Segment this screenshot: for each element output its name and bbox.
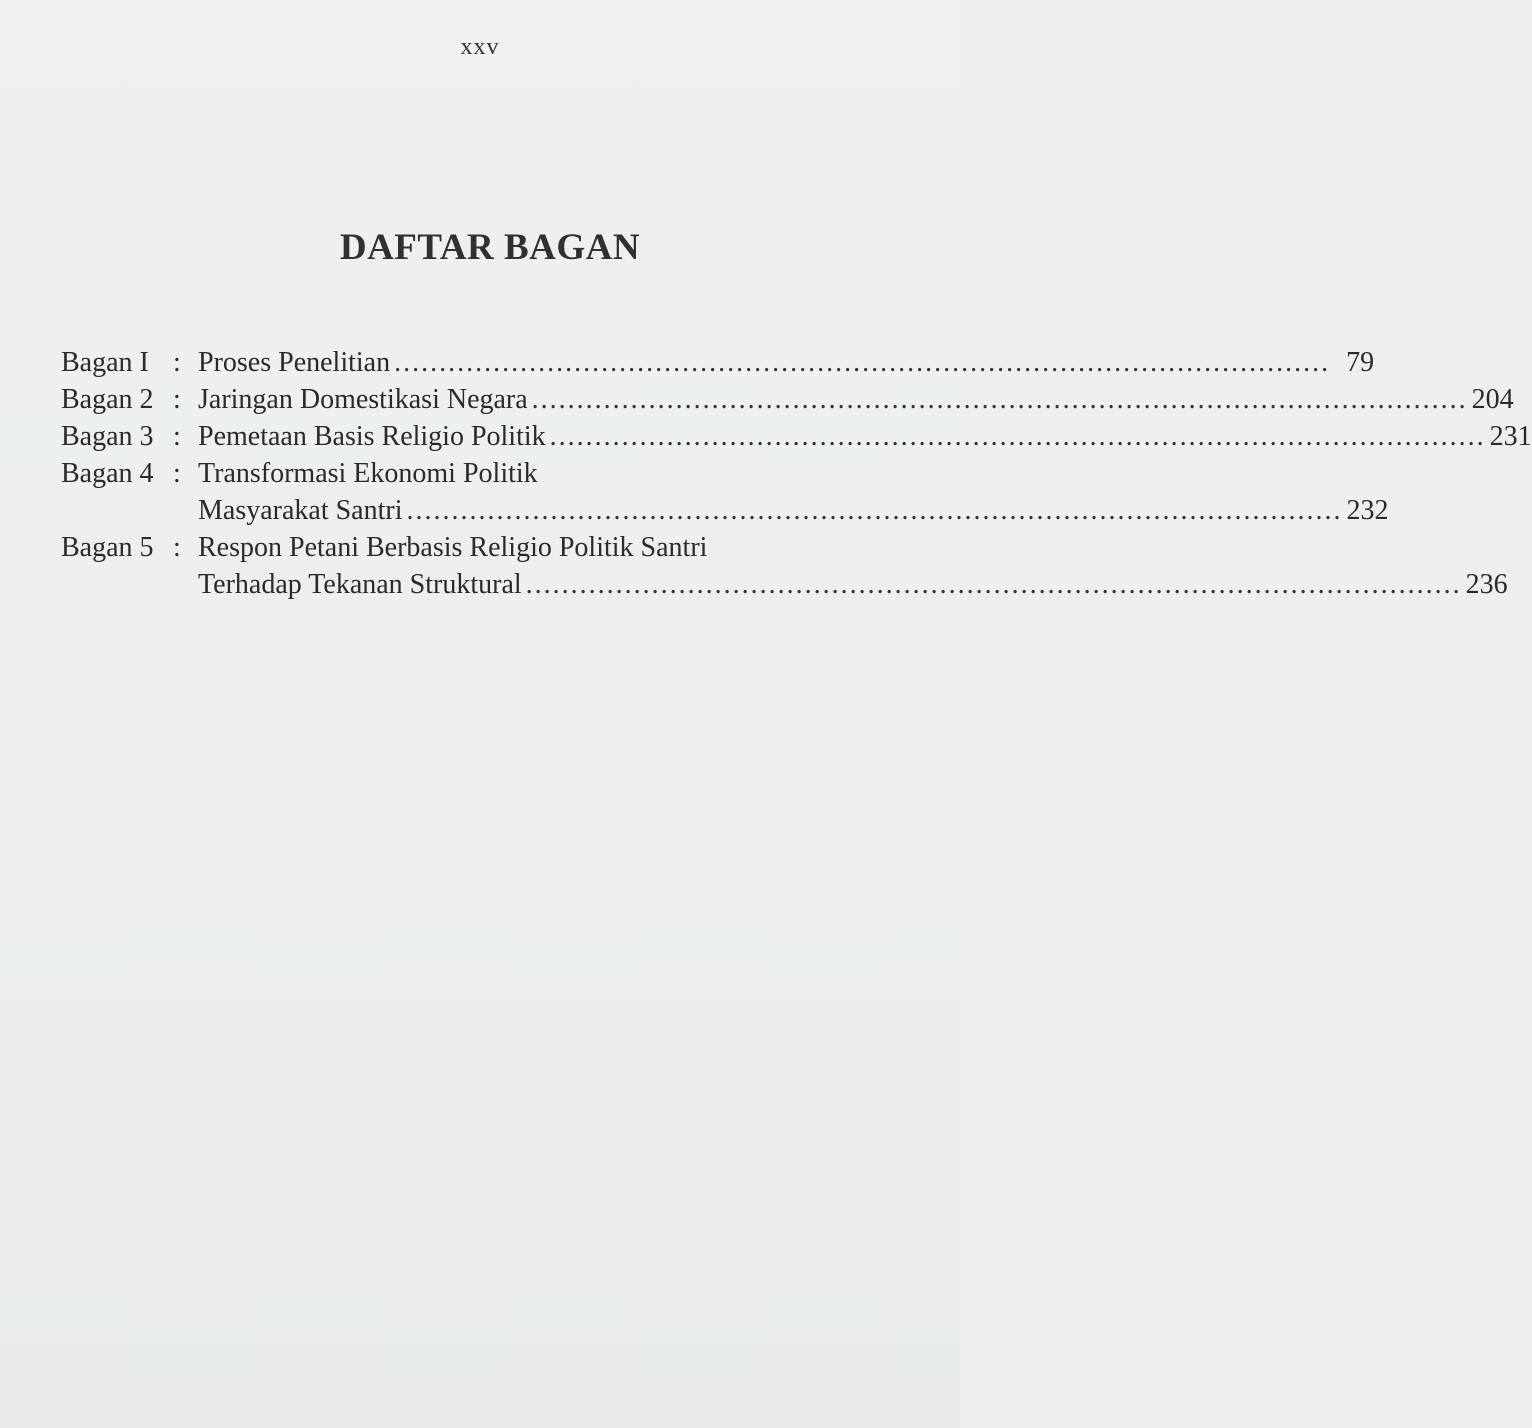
entry-separator: : <box>173 532 181 563</box>
dot-leader: ........................................................................................................ <box>394 347 1331 378</box>
dot-leader: ........................................................................................................ <box>525 569 1462 600</box>
entry-separator: : <box>173 458 181 489</box>
entry-title: Pemetaan Basis Religio Politik <box>198 421 546 452</box>
dot-leader: ........................................................................................................ <box>531 384 1468 415</box>
entry-line <box>198 418 1532 455</box>
page-title: DAFTAR BAGAN <box>339 227 641 268</box>
dot-leader: ........................................................................................................ <box>549 421 1486 452</box>
entry-line <box>198 566 1508 603</box>
entry-title-continued: Terhadap Tekanan Struktural <box>198 569 522 600</box>
page-number: xxv <box>460 34 500 60</box>
entry-label: Bagan 2 <box>61 384 154 415</box>
entry-title: Proses Penelitian <box>198 347 391 378</box>
list-item <box>61 455 1389 529</box>
list-item <box>61 381 1514 418</box>
entry-label: Bagan 3 <box>61 421 154 452</box>
entry-body <box>198 381 1514 418</box>
entry-title: Jaringan Domestikasi Negara <box>198 384 528 415</box>
entry-page: 236 <box>1465 569 1508 600</box>
entry-page: 79 <box>1346 347 1375 378</box>
entry-separator: : <box>173 384 181 415</box>
entry-page: 231 <box>1489 421 1532 452</box>
entry-line <box>198 381 1514 418</box>
entry-label: Bagan 4 <box>61 458 154 489</box>
entry-page: 204 <box>1471 384 1514 415</box>
entry-title-continued: Masyarakat Santri <box>198 495 403 526</box>
entry-title: Respon Petani Berbasis Religio Politik Santri <box>198 532 708 563</box>
list-item <box>61 344 1375 381</box>
entry-label: Bagan 5 <box>61 532 154 563</box>
entry-line <box>198 344 1375 381</box>
dot-leader: ........................................................................................................ <box>406 495 1343 526</box>
entry-body <box>198 529 1508 603</box>
list-item <box>61 418 1532 455</box>
entry-label: Bagan I <box>61 347 149 378</box>
list-item <box>61 529 1508 603</box>
entry-line <box>198 529 889 566</box>
entry-line <box>198 455 889 492</box>
entry-body <box>198 455 1389 529</box>
entry-body <box>198 418 1532 455</box>
entry-separator: : <box>173 421 181 452</box>
chart-list <box>61 344 1532 603</box>
entry-line <box>198 492 1389 529</box>
entry-page: 232 <box>1346 495 1389 526</box>
entry-separator: : <box>173 347 181 378</box>
entry-body <box>198 344 1375 381</box>
entry-title: Transformasi Ekonomi Politik <box>198 458 538 489</box>
